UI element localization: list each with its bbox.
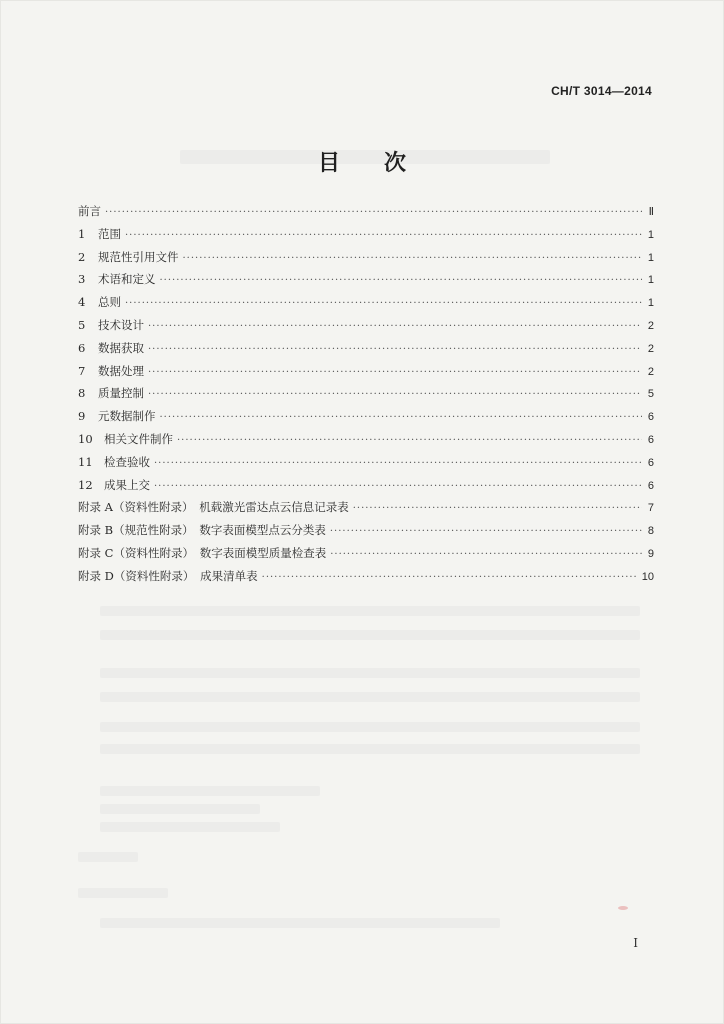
toc-entry-7[interactable] (78, 363, 654, 386)
toc-number: 1 (78, 226, 86, 241)
toc-page: 7 (647, 502, 654, 515)
toc-label: 成果上交 (104, 477, 150, 492)
toc-entry-9[interactable] (78, 408, 654, 431)
toc-page: 2 (647, 365, 654, 378)
toc-page: 2 (647, 319, 654, 332)
toc-number: 附录 A (78, 500, 113, 515)
toc-leader (148, 389, 642, 400)
toc-entry-appendix-c[interactable] (78, 545, 654, 568)
show-through (100, 722, 640, 732)
show-through (100, 692, 640, 702)
show-through (100, 606, 640, 616)
toc-number: 2 (78, 249, 86, 264)
toc-leader (262, 572, 638, 583)
toc-number: 10 (78, 431, 93, 446)
toc-number: 3 (78, 272, 86, 287)
toc-entry-foreword[interactable] (78, 203, 654, 226)
toc-page: 1 (647, 297, 654, 310)
toc-number: 7 (78, 363, 86, 378)
toc-leader (148, 367, 642, 378)
toc-leader (148, 344, 642, 355)
toc-label: （资料性附录） 机载激光雷达点云信息记录表 (112, 500, 349, 515)
toc-entry-appendix-b[interactable] (78, 522, 654, 545)
toc-number: 6 (78, 340, 86, 355)
toc-entry-8[interactable] (78, 385, 654, 408)
toc-label: 总则 (98, 295, 121, 310)
toc-leader (154, 458, 642, 469)
toc-page: 1 (647, 251, 654, 264)
toc-label: 相关文件制作 (104, 431, 173, 446)
toc-number: 附录 B (78, 523, 114, 538)
show-through (100, 630, 640, 640)
toc-number: 附录 C (78, 545, 114, 560)
toc-page: 6 (647, 433, 654, 446)
toc-leader (330, 549, 642, 560)
show-through (78, 888, 168, 898)
toc-number: 9 (78, 409, 86, 424)
toc-entry-appendix-a[interactable] (78, 499, 654, 522)
page-title: 目次 (317, 150, 450, 176)
toc-leader (125, 298, 642, 309)
toc-page: 10 (641, 570, 654, 583)
toc-entry-3[interactable] (78, 271, 654, 294)
toc-label: 数据获取 (98, 340, 144, 355)
toc-page: 8 (647, 525, 654, 538)
toc-number: 11 (78, 454, 93, 469)
show-through (100, 804, 260, 814)
show-through (100, 786, 320, 796)
toc-label: 检查验收 (104, 454, 150, 469)
toc-page: 1 (647, 274, 654, 287)
toc-entry-11[interactable] (78, 454, 654, 477)
page-number: I (633, 936, 638, 950)
toc-label: 元数据制作 (98, 409, 156, 424)
toc-leader (183, 253, 643, 264)
toc-page: 6 (647, 479, 654, 492)
toc-leader (177, 435, 642, 446)
toc-page: 6 (647, 411, 654, 424)
toc-leader (148, 321, 642, 332)
show-through (100, 668, 640, 678)
toc-entry-6[interactable] (78, 340, 654, 363)
toc-entry-2[interactable] (78, 249, 654, 272)
toc-entry-5[interactable] (78, 317, 654, 340)
toc-entry-10[interactable] (78, 431, 654, 454)
toc-page: 6 (647, 456, 654, 469)
table-of-contents (78, 203, 654, 591)
toc-leader (154, 481, 642, 492)
ink-mark (618, 906, 628, 910)
toc-page: 1 (647, 228, 654, 241)
toc-leader (125, 230, 642, 241)
toc-number: 附录 D (78, 568, 114, 583)
toc-page: Ⅱ (648, 206, 654, 218)
toc-label: 数据处理 (98, 363, 144, 378)
toc-label: 前言 (78, 204, 101, 218)
standard-code: CH/T 3014—2014 (551, 84, 652, 98)
toc-page: 9 (647, 547, 654, 560)
show-through (100, 822, 280, 832)
toc-page: 2 (647, 342, 654, 355)
toc-leader (353, 503, 642, 514)
toc-label: 规范性引用文件 (98, 249, 179, 264)
show-through (100, 918, 500, 928)
show-through (100, 744, 640, 754)
toc-label: 质量控制 (98, 386, 144, 401)
toc-number: 5 (78, 317, 86, 332)
toc-leader (105, 207, 642, 218)
toc-leader (160, 412, 643, 423)
show-through (78, 852, 138, 862)
toc-label: 技术设计 (98, 317, 144, 332)
toc-number: 4 (78, 295, 86, 310)
toc-page: 5 (647, 388, 654, 401)
toc-label: 范围 (98, 226, 121, 241)
toc-label: （规范性附录） 数字表面模型点云分类表 (113, 523, 326, 538)
toc-number: 8 (78, 386, 86, 401)
toc-entry-12[interactable] (78, 477, 654, 500)
toc-label: （资料性附录） 数字表面模型质量检查表 (113, 545, 327, 560)
toc-label: （资料性附录） 成果清单表 (113, 568, 258, 583)
toc-label: 术语和定义 (98, 272, 156, 287)
toc-entry-4[interactable] (78, 294, 654, 317)
toc-leader (330, 526, 642, 537)
toc-entry-appendix-d[interactable] (78, 568, 654, 591)
toc-entry-1[interactable] (78, 226, 654, 249)
toc-number: 12 (78, 477, 93, 492)
toc-leader (160, 275, 643, 286)
